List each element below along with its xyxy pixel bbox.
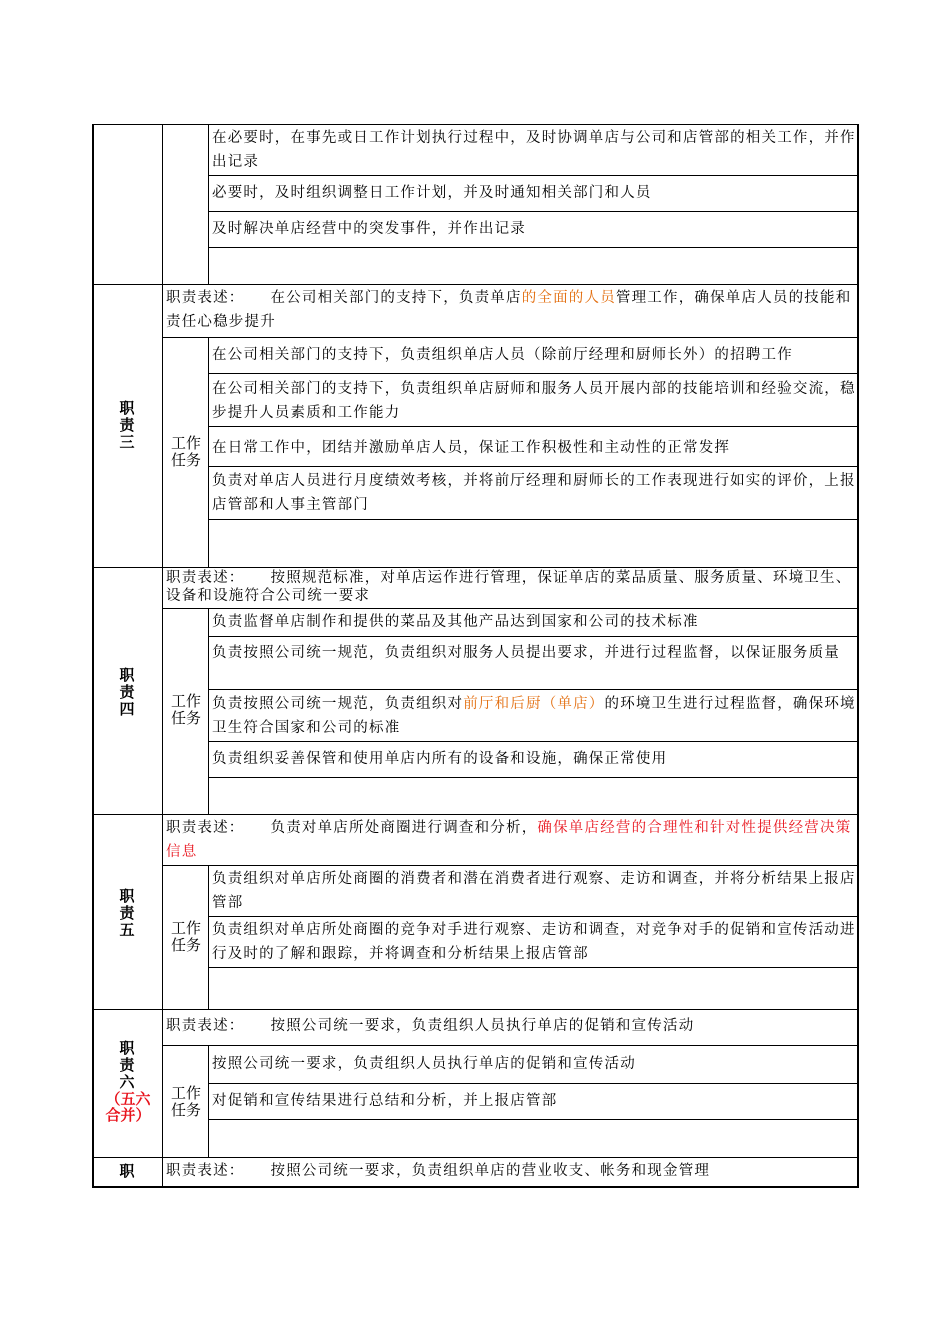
task-text: 按照公司统一要求，负责组织人员执行单店的促销和宣传活动 bbox=[212, 1056, 636, 1072]
row-divider bbox=[208, 519, 859, 520]
work-task-label: 工作任务 bbox=[170, 692, 201, 727]
task-text bbox=[212, 692, 856, 740]
row-divider bbox=[162, 608, 859, 609]
row-divider bbox=[162, 1045, 859, 1046]
work-column-divider bbox=[208, 1045, 209, 1157]
task-text: 必要时，及时组织调整日工作计划，并及时通知相关部门和人员 bbox=[212, 185, 652, 201]
task-text: 负责组织妥善保管和使用单店内所有的设备和设施，确保正常使用 bbox=[212, 751, 668, 767]
description-prefix: 职责表述： bbox=[166, 1018, 245, 1034]
task-text: 对促销和宣传结果进行总结和分析，并上报店管部 bbox=[212, 1093, 558, 1109]
description-highlight: 确保单店经营的合理性和针对性提供经营决策信息 bbox=[166, 820, 852, 860]
row-divider bbox=[208, 967, 859, 968]
row-divider bbox=[208, 689, 859, 690]
responsibility-description bbox=[166, 1014, 856, 1038]
row-divider bbox=[208, 247, 859, 248]
row-divider bbox=[208, 1083, 859, 1084]
responsibility-label: 职责三 bbox=[119, 399, 135, 451]
responsibility-description bbox=[166, 286, 856, 334]
description-text: 按照公司统一要求，负责组织单店的营业收支、帐务和现金管理 bbox=[270, 1163, 711, 1179]
responsibility-label: 职责六 bbox=[119, 1039, 135, 1091]
row-divider bbox=[208, 741, 859, 742]
description-text: 按照公司统一要求，负责组织人员执行单店的促销和宣传活动 bbox=[270, 1018, 695, 1034]
row-divider bbox=[208, 1119, 859, 1120]
block-divider bbox=[92, 1157, 859, 1158]
description-prefix: 职责表述： bbox=[166, 290, 245, 306]
work-task-label: 工作任务 bbox=[170, 919, 201, 954]
merge-note: （五六合并） bbox=[105, 1090, 151, 1124]
responsibility-label: 职责四 bbox=[119, 666, 135, 718]
block-divider bbox=[92, 284, 859, 285]
work-column-divider bbox=[208, 337, 209, 567]
task-text: 负责按照公司统一规范，负责组织对服务人员提出要求，并进行过程监督，以保证服务质量 bbox=[212, 645, 840, 661]
task-highlight: 前厅和后厨（单店） bbox=[463, 696, 605, 712]
row-divider bbox=[208, 916, 859, 917]
description-text: 管理工作，确保单店人员的技能和责任心稳步提升 bbox=[166, 290, 852, 330]
description-prefix: 职责表述： bbox=[166, 820, 245, 836]
work-column-divider bbox=[208, 865, 209, 1009]
block-divider bbox=[92, 1009, 859, 1010]
task-text: 负责监督单店制作和提供的菜品及其他产品达到国家和公司的技术标准 bbox=[212, 614, 699, 630]
responsibility-label: 职责五 bbox=[119, 887, 135, 939]
row-divider bbox=[208, 426, 859, 427]
task-text: 及时解决单店经营中的突发事件，并作出记录 bbox=[212, 221, 526, 237]
responsibility-label: 职 bbox=[119, 1162, 135, 1180]
row-divider bbox=[208, 175, 859, 176]
description-text: 负责对单店所处商圈进行调查和分析， bbox=[270, 820, 538, 836]
work-task-label: 工作任务 bbox=[170, 1084, 201, 1119]
row-divider bbox=[208, 777, 859, 778]
row-divider bbox=[208, 636, 859, 637]
row-divider bbox=[208, 211, 859, 212]
responsibility-description bbox=[166, 569, 856, 605]
description-prefix: 职责表述： bbox=[166, 570, 245, 586]
description-highlight: 的全面的人员 bbox=[521, 290, 616, 306]
row-divider bbox=[208, 466, 859, 467]
task-text: 负责对单店人员进行月度绩效考核，并将前厅经理和厨师长的工作表现进行如实的评价，上报店管部和人事主管部门 bbox=[212, 473, 856, 513]
task-text: 在必要时，在事先或日工作计划执行过程中，及时协调单店与公司和店管部的相关工作，并作出记录 bbox=[212, 130, 856, 170]
row-divider bbox=[208, 373, 859, 374]
task-text: 负责组织对单店所处商圈的消费者和潜在消费者进行观察、走访和调查，并将分析结果上报店管部 bbox=[212, 871, 856, 911]
responsibility-description bbox=[166, 1159, 856, 1183]
task-text-part: 的环境卫生进行过程监督，确保环境卫生符合国家和公司的标准 bbox=[212, 696, 856, 736]
work-column-divider bbox=[208, 608, 209, 814]
description-text: 按照规范标准，对单店运作进行管理，保证单店的菜品质量、服务质量、环境卫生、设备和设施符合公司统一要求 bbox=[166, 570, 852, 604]
block-divider bbox=[92, 567, 859, 568]
work-task-label: 工作任务 bbox=[170, 434, 201, 469]
block-divider bbox=[92, 814, 859, 815]
description-text: 在公司相关部门的支持下，负责单店 bbox=[270, 290, 522, 306]
work-column-divider bbox=[208, 124, 209, 284]
row-divider bbox=[162, 865, 859, 866]
task-text-part: 负责按照公司统一规范，负责组织对 bbox=[212, 696, 464, 712]
task-text: 负责组织对单店所处商圈的竞争对手进行观察、走访和调查，对竞争对手的促销和宣传活动进行及时的了解和跟踪，并将调查和分析结果上报店管部 bbox=[212, 922, 856, 962]
task-text: 在公司相关部门的支持下，负责组织单店人员（除前厅经理和厨师长外）的招聘工作 bbox=[212, 347, 793, 363]
task-text: 在日常工作中，团结并激励单店人员，保证工作积极性和主动性的正常发挥 bbox=[212, 440, 731, 456]
task-text: 在公司相关部门的支持下，负责组织单店厨师和服务人员开展内部的技能培训和经验交流，稳步提升人员素质和工作能力 bbox=[212, 381, 856, 421]
row-divider bbox=[162, 337, 859, 338]
responsibility-description bbox=[166, 816, 856, 864]
description-prefix: 职责表述： bbox=[166, 1163, 245, 1179]
